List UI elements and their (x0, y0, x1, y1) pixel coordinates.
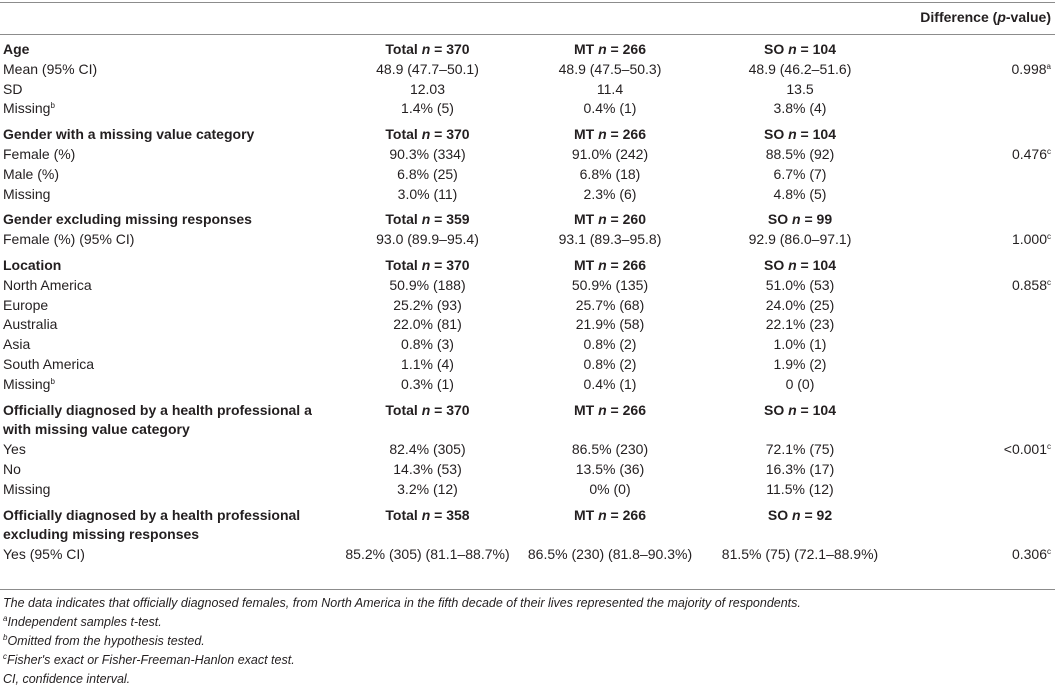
demographics-table (0, 8, 1055, 565)
footnote-a: $^a$Independent samples t-test. (3, 614, 162, 629)
table-row: Yes 82.4% (305) 86.5% (230) 72.1% (75) <0.001$^c$ (3, 441, 1051, 458)
table-row: Missing$^b$ 0.3% (1) 0.4% (1) 0 (0) (3, 375, 815, 392)
section-header-gender-excluding: Gender excluding missing responses Total n = 359 MT n = 260 SO n = 99 (0, 204, 1055, 230)
footnote-ci: CI, confidence interval. (3, 672, 131, 686)
table-row: Female (%) (95% CI) 93.0 (89.9–95.4) 93.1 (89.3–95.8) 92.9 (86.0–97.1) 1.000$^c$ (3, 231, 1051, 248)
total-n-header: Total n = 370 (385, 41, 470, 57)
section-header-diagnosed-excluding: Officially diagnosed by a health professional excluding missing responses Total n = 358 MT n = 266 SO n = 92 (0, 500, 1055, 546)
table-row: South America 1.1% (4) 0.8% (2) 1.9% (2) (3, 355, 827, 372)
table-row: North America 50.9% (188) 50.9% (135) 51.0% (53) 0.858$^c$ (3, 276, 1051, 293)
section-header-gender-missing: Gender with a missing value category Total n = 370 MT n = 266 SO n = 104 (0, 119, 1055, 145)
section-header-diagnosed-missing: Officially diagnosed by a health professional a with missing value category Total n = 370 MT n = 266 SO n = 104 (0, 395, 1055, 441)
section-title: Age (3, 41, 30, 57)
table-header-row (0, 8, 1055, 34)
section-title: Officially diagnosed by a health professional excluding missing responses (3, 506, 301, 543)
table-row: Missing$^b$ 1.4% (5) 0.4% (1) 3.8% (4) (3, 100, 827, 117)
table-row: Female (%) 90.3% (334) 91.0% (242) 88.5% (92) 0.476$^c$ (3, 145, 1051, 162)
top-rule (0, 2, 1055, 3)
table-row: SD 12.03 11.4 13.5 (3, 80, 814, 97)
table-row: Missing 3.2% (12) 0% (0) 11.5% (12) (3, 480, 834, 497)
so-n-header: SO n = 104 (763, 41, 836, 57)
footnote-b: $^b$Omitted from the hypothesis tested. (3, 633, 205, 648)
section-title: Location (3, 256, 62, 273)
section-title: Officially diagnosed by a health professional a with missing value category (3, 401, 312, 438)
section-title: Gender excluding missing responses (3, 211, 252, 228)
mt-n-header: MT n = 266 (574, 41, 646, 57)
table-row: Missing 3.0% (11) 2.3% (6) 4.8% (5) (3, 185, 827, 202)
table-row: Male (%) 6.8% (25) 6.8% (18) 6.7% (7) (3, 165, 827, 182)
section-header-age (0, 34, 1055, 60)
table-row: Europe 25.2% (93) 25.7% (68) 24.0% (25) (3, 296, 835, 313)
table-row: Mean (95% CI) 48.9 (47.7–50.1) 48.9 (47.5–50.3) 48.9 (46.2–51.6) 0.998$^a$ (3, 60, 1051, 77)
table-row: Yes (95% CI) 85.2% (305) (81.1–88.7%) 86.5% (230) (81.8–90.3%) 81.5% (75) (72.1–88.9%) 0.306$^c$ (3, 546, 1051, 563)
bottom-rule (0, 589, 1055, 590)
footnote-c: $^c$Fisher's exact or Fisher-Freeman-Hanlon exact test. (3, 652, 295, 667)
footnote-summary: The data indicates that officially diagnosed females, from North America in the fifth decade of their lives represented the majority of respondents. (3, 596, 801, 610)
table-row: Asia 0.8% (3) 0.8% (2) 1.0% (1) (3, 336, 827, 353)
difference-header: Difference (p-value) (920, 9, 1051, 25)
section-header-location: Location Total n = 370 MT n = 266 SO n = 104 (0, 250, 1055, 276)
table-footnotes (3, 594, 801, 689)
table-row: Australia 22.0% (81) 21.9% (58) 22.1% (23) (3, 316, 835, 333)
section-title: Gender with a missing value category (3, 126, 255, 143)
table-row: No 14.3% (53) 13.5% (36) 16.3% (17) (3, 460, 835, 477)
